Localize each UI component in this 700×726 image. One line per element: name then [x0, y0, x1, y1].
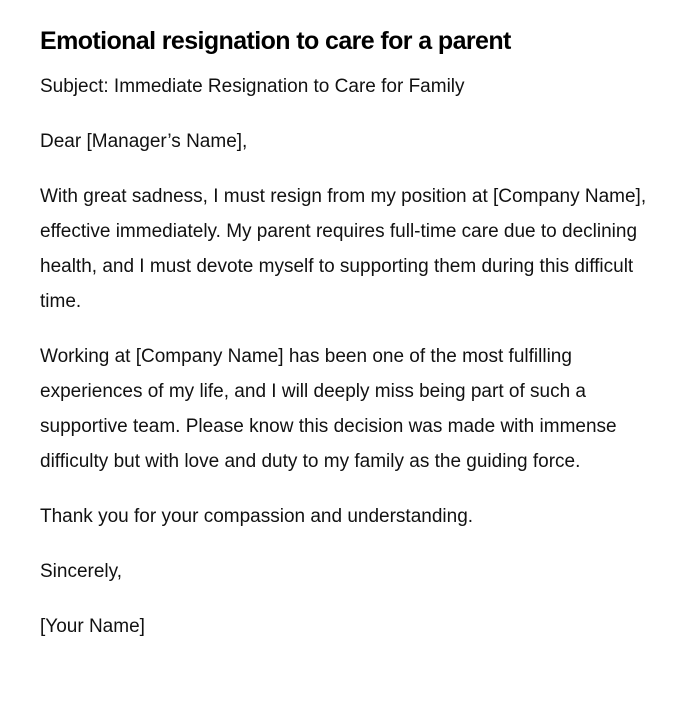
letter-paragraph-1: With great sadness, I must resign from my position at [Company Name], effective immediately. My parent requires full-time care due to declining health, and I must devote myself to supporting them during this difficult time. — [40, 186, 647, 312]
letter-subject: Subject: Immediate Resignation to Care for Family — [40, 76, 465, 97]
letter-paragraph-2: Working at [Company Name] has been one of the most fulfilling experiences of my life, and I will deeply miss being part of such a supportive team. Please know this decision was made with immense difficulty but with love and duty to my family as the guiding force. — [40, 346, 617, 472]
page-title: Emotional resignation to care for a parent — [40, 27, 511, 55]
letter-document — [40, 24, 650, 644]
letter-closing: Sincerely, — [40, 561, 123, 582]
letter-signature: [Your Name] — [40, 616, 145, 637]
letter-paragraph-3: Thank you for your compassion and understanding. — [40, 506, 474, 527]
letter-salutation: Dear [Manager’s Name], — [40, 131, 248, 152]
